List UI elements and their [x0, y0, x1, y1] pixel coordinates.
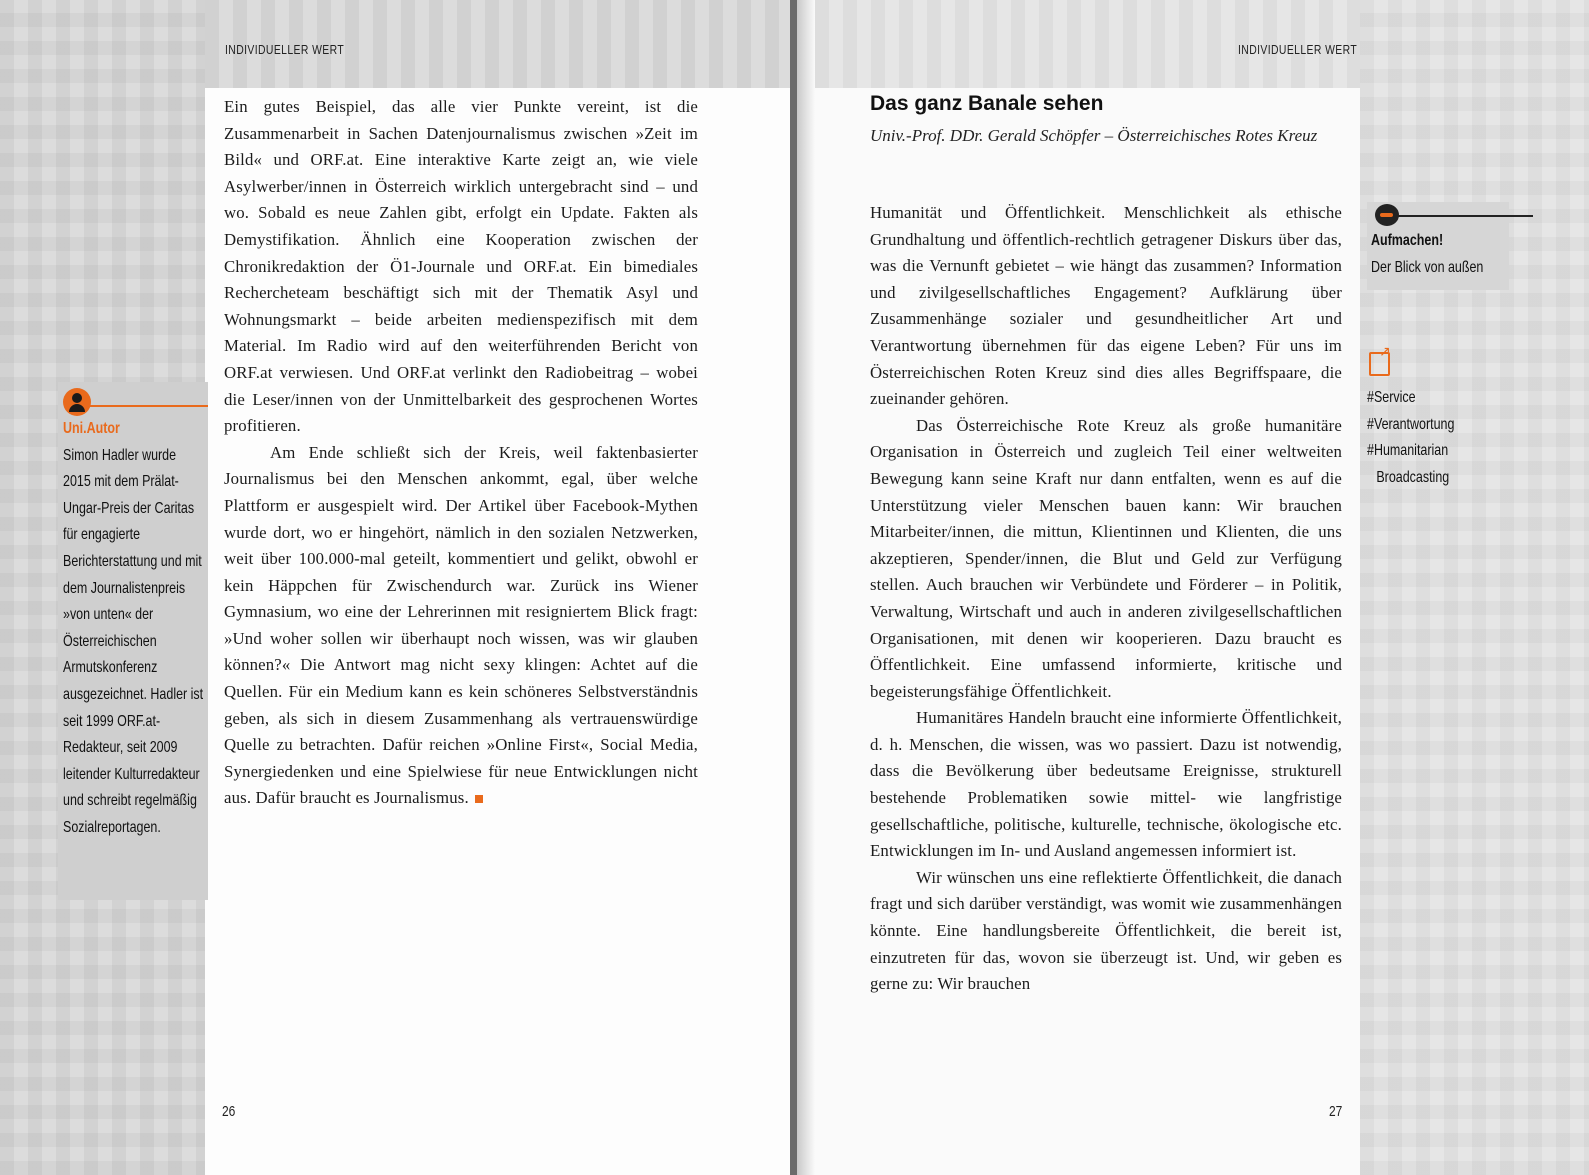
right-body-text [870, 200, 1342, 998]
external-link-icon [1369, 352, 1390, 376]
profile-divider [88, 405, 208, 407]
article-byline: Univ.-Prof. DDr. Gerald Schöpfer – Österreichisches Rotes Kreuz [870, 126, 1318, 145]
left-page [0, 0, 790, 1175]
author-profile-label: Uni.Autor [63, 420, 120, 437]
tip-subtitle: Der Blick von außen [1371, 258, 1484, 276]
tag-item: #Humanitarian [1367, 442, 1449, 460]
tag-item: Broadcasting [1376, 468, 1450, 486]
left-body-text [224, 94, 698, 812]
running-head-right: INDIVIDUELLER WERT [1238, 42, 1358, 57]
left-paragraph-2 [224, 440, 698, 812]
page-number-right: 27 [1329, 1103, 1343, 1120]
tip-text [1371, 228, 1527, 281]
tags-list [1367, 385, 1523, 491]
book-gutter [790, 0, 797, 1175]
author-bio: Simon Hadler wurde 2015 mit dem Prälat-Ungar-Preis der Caritas für engagierte Berichterstattung und mit dem Journalistenpreis »von unten« der Österreichischen Armutskonferenz ausgezeichnet. Hadler ist seit 1999 ORF.at-Redakteur, seit 2009 leitender Kulturredakteur und schreibt regelmäßig Sozialreportagen. [63, 446, 204, 836]
gutter-shadow [797, 0, 815, 1175]
eye-icon [1375, 204, 1399, 226]
author-profile-box [58, 382, 208, 900]
left-paragraph-1: Ein gutes Beispiel, das alle vier Punkte vereint, ist die Zusammenarbeit in Sachen Datenjournalismus zwischen »Zeit im Bild« und ORF.at. Eine interaktive Karte zeigt an, wie viele Asylwerber/innen in Österreich wirklich untergebracht sind – und wo. Sobald es neue Zahlen gibt, erfolgt ein Update. Fakten als Demystifikation. Ähnlich eine Kooperation zwischen der Chronikredaktion der Ö1-Journale und ORF.at. Ein bimediales Rechercheteam beschäftigt sich mit der Thematik Asyl und Wohnungsmarkt – beide arbeiten medienspezifisch mit dem Material. Im Radio wird auf den weiterführenden Bericht von ORF.at verwiesen. Und ORF.at verlinkt den Radiobeitrag – wobei die Leser/innen von der Unmittelbarkeit des gesprochenen Wortes profitieren. [224, 97, 698, 436]
article-title: Das ganz Banale sehen [870, 92, 1104, 115]
right-paragraph-1: Humanität und Öffentlichkeit. Menschlichkeit als ethische Grundhaltung und öffentlich-rechtlich getragener Diskurs über das, was die Vernunft gebietet – wie hängt das zusammen? Information und zivilgesellschaftliches Engagement? Aufklärung über Zusammenhänge sozialer und gesundheitlicher Art und Verantwortung übernehmen für das eigene Leben? Für uns im Österreichischen Roten Kreuz sind dies alles Begriffspaare, die zueinander gehören. [870, 203, 1342, 409]
author-profile-text [63, 416, 203, 842]
author-person-icon [63, 388, 91, 416]
running-head-left: INDIVIDUELLER WERT [225, 42, 345, 57]
tag-item: #Service [1367, 389, 1416, 406]
right-paragraph-4: Wir wünschen uns eine reflektierte Öffentlichkeit, die danach fragt und sich darüber verständigt, was womit wie zusammenhängen könnte. Eine handlungsbereite Öffentlichkeit, die bereit ist, einzutreten für das, wovon sie überzeugt ist. Und, wir geben es gerne zu: Wir brauchen [870, 867, 1342, 994]
tip-divider [1395, 215, 1533, 217]
tip-title: Aufmachen! [1371, 232, 1444, 249]
right-page-margin-texture [1360, 0, 1589, 1175]
tag-item: #Verantwortung [1367, 415, 1455, 433]
right-paragraph-2: Das Österreichische Rote Kreuz als große humanitäre Organisation in Österreich und zugleich Teil einer weltweiten Bewegung kann seine Kraft nur dann entfalten, wenn es auf die Unterstützung vieler Menschen bauen kann: Wir brauchen Mitarbeiter/innen, die mittun, Klientinnen und Klienten, die uns akzeptieren, Spender/innen, die Blut und Geld zur Verfügung stellen. Auch brauchen wir Verbündete und Förderer – in Politik, Verwaltung, Wirtschaft und auch in anderen zivilgesellschaftlichen Organisationen, mit denen wir kooperieren. Dazu braucht es Öffentlichkeit. Eine umfassend informierte, kritische und begeisterungsfähige Öffentlichkeit. [870, 415, 1342, 701]
end-of-article-mark [475, 795, 483, 803]
page-number-left: 26 [222, 1103, 236, 1120]
tip-box [1367, 202, 1509, 290]
right-paragraph-3: Humanitäres Handeln braucht eine informierte Öffentlichkeit, d. h. Menschen, die wissen, was wo passiert. Dazu ist notwendig, dass die Bevölkerung über bedeutsame Ereignisse, strukturell bestehende Problematiken sowie mittel- wie langfristige gesellschaftliche, politische, kulturelle, technische, ökologische etc. Entwicklungen im In- und Ausland angemessen informiert ist. [870, 708, 1342, 861]
left-paragraph-2-text: Am Ende schließt sich der Kreis, weil faktenbasierter Journalismus bei den Menschen ankommt, egal, über welche Plattform er ausgespielt wird. Der Artikel über Facebook-Mythen wurde dort, wo er hingehört, nämlich in den sozialen Netzwerken, weit über 100.000-mal geteilt, kommentiert und gelikt, obwohl er kein Häppchen für Zwischendurch war. Zurück ins Wiener Gymnasium, wo eine der Lehrerinnen mit resigniertem Blick fragt: »Und woher sollen wir überhaupt noch wissen, was wir glauben können?« Die Antwort mag nicht sexy klingen: Achtet auf die Quellen. Für ein Medium kann es kein schöneres Selbstverständnis geben, als sich in diesem Zusammenhang als vertrauenswürdige Quelle zu betrachten. Dafür reichen »Online First«, Social Media, Synergiedenken und eine Spielwiese für neue Entwicklungen nicht aus. Dafür braucht es Journalismus. [224, 442, 698, 808]
